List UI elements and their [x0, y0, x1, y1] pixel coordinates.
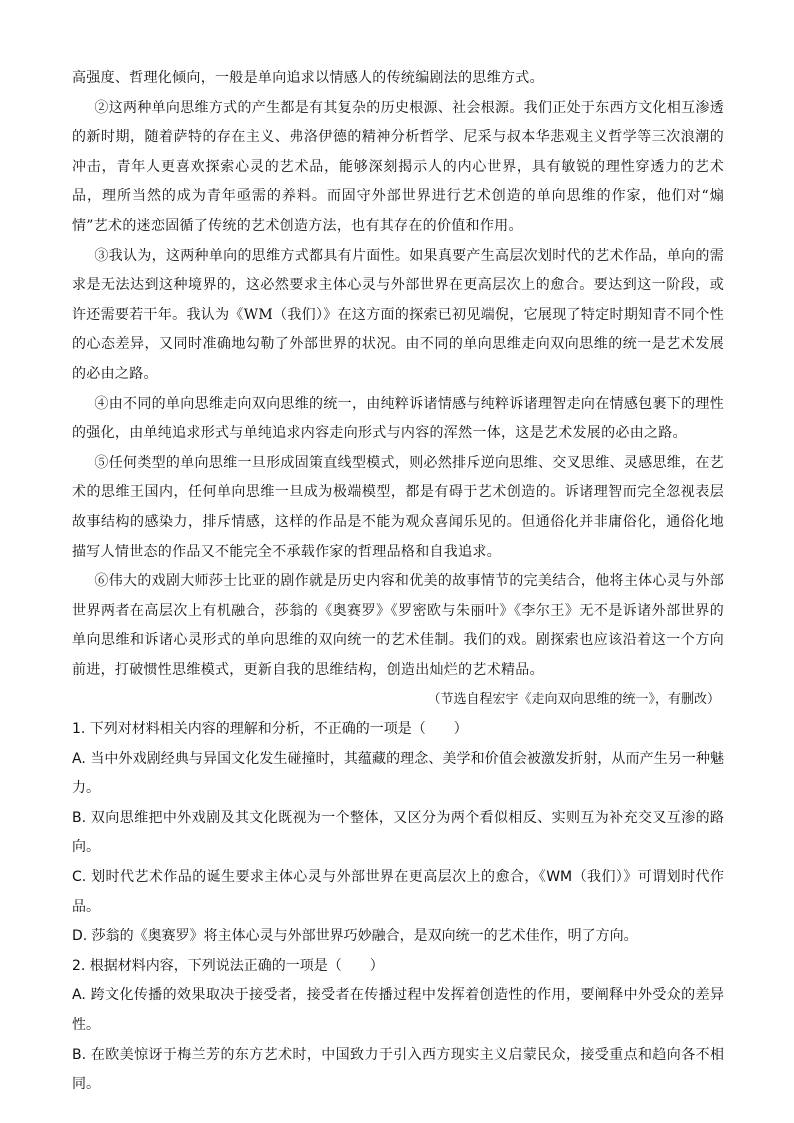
option-c: C. 划时代艺术作品的诞生要求主体心灵与外部世界在更高层次上的愈合，《WM（我们）》可谓划时代作品。 — [72, 869, 724, 915]
passage-paragraph-4: ④由不同的单向思维走向双向思维的统一，由纯粹诉诸情感与纯粹诉诸理智走向在情感包裹下的理性的强化，由单纯追求形式与单纯追求内容走向形式与内容的浑然一体，这是艺术发展的必由之路。 — [72, 395, 724, 442]
option-b: B. 在欧美惊讶于梅兰芳的东方艺术时，中国致力于引入西方现实主义启蒙民众，接受重点和趋向各不相同。 — [72, 1046, 724, 1093]
question-1 — [72, 715, 724, 952]
passage-source: （节选自程宏宇《走向双向思维的统一》，有删改） — [427, 692, 720, 708]
passage-paragraph-3: ③我认为，这两种单向的思维方式都具有片面性。如果真要产生高层次划时代的艺术作品，单向的需求是无法达到这种境界的，这必然要求主体心灵与外部世界在更高层次上的愈合。要达到这一阶段，或许还需要若干年。我认为《WM（我们）》在这方面的探索已初见端倪，它展现了特定时期知青不同个性的心态差异，又同时准确地勾勒了外部世界的状况。由不同的单向思维走向双向思维的统一是艺术发展的必由之路。 — [72, 247, 724, 382]
option-d: D. 莎翁的《奥赛罗》将主体心灵与外部世界巧妙融合，是双向统一的艺术佳作，明了方向。 — [72, 928, 638, 945]
question-stem: 1. 下列对材料相关内容的理解和分析，不正确的一项是（ ） — [72, 721, 468, 738]
passage-lead-line: 高强度、哲理化倾向，一般是单向追求以情感人的传统编剧法的思维方式。 — [72, 70, 544, 86]
passage-paragraph-5: ⑤任何类型的单向思维一旦形成固策直线型模式，则必然排斥逆向思维、交叉思维、灵感思维，在艺术的思维王国内，任何单向思维一旦成为极端模型，都是有碍于艺术创造的。诉诸理智而完全忽视表层故事结构的感染力，排斥情感，这样的作品是不能为观众喜闻乐见的。但通俗化并非庸俗化，通俗化地描写人情世态的作品又不能完全不承载作家的哲理品格和自我追求。 — [72, 454, 724, 560]
option-a: A. 当中外戏剧经典与异国文化发生碰撞时，其蕴藏的理念、美学和价值会被激发折射，从而产生另一种魅力。 — [72, 750, 724, 797]
option-b: B. 双向思维把中外戏剧及其文化既视为一个整体，又区分为两个看似相反、实则互为补充交叉互渗的路向。 — [72, 809, 724, 856]
passage-paragraph-6: ⑥伟大的戏剧大师莎士比亚的剧作就是历史内容和优美的故事情节的完美结合，他将主体心灵与外部世界两者在高层次上有机融合，莎翁的《奥赛罗》《罗密欧与朱丽叶》《李尔王》无不是诉诸外部世界的单向思维和诉诸心灵形式的单向思维的双向统一的艺术佳制。我们的戏。剧探索也应该沿着这一个方向前进，打破惯性思维模式，更新自我的思维结构，创造出灿烂的艺术精品。 — [72, 573, 724, 678]
question-stem: 2. 根据材料内容，下列说法正确的一项是（ ） — [72, 957, 384, 974]
question-2 — [72, 952, 724, 1100]
passage-paragraph-2: ②这两种单向思维方式的产生都是有其复杂的历史根源、社会根源。我们正处于东西方文化相互渗透的新时期，随着萨特的存在主义、弗洛伊德的精神分析哲学、尼采与叔本华悲观主义哲学等三次浪潮的冲击，青年人更喜欢探索心灵的艺术品，能够深刻揭示人的内心世界，具有敏锐的理性穿透力的艺术品，理所当然的成为青年亟需的养料。而固守外部世界进行艺术创造的单向思维的作家，他们对“煽情”艺术的迷恋固循了传统的艺术创造方法，也有其存在的价值和作用。 — [72, 99, 724, 234]
document-page — [72, 64, 724, 1100]
option-a: A. 跨文化传播的效果取决于接受者，接受者在传播过程中发挥着创造性的作用，要阐释中外受众的差异性。 — [72, 987, 724, 1033]
